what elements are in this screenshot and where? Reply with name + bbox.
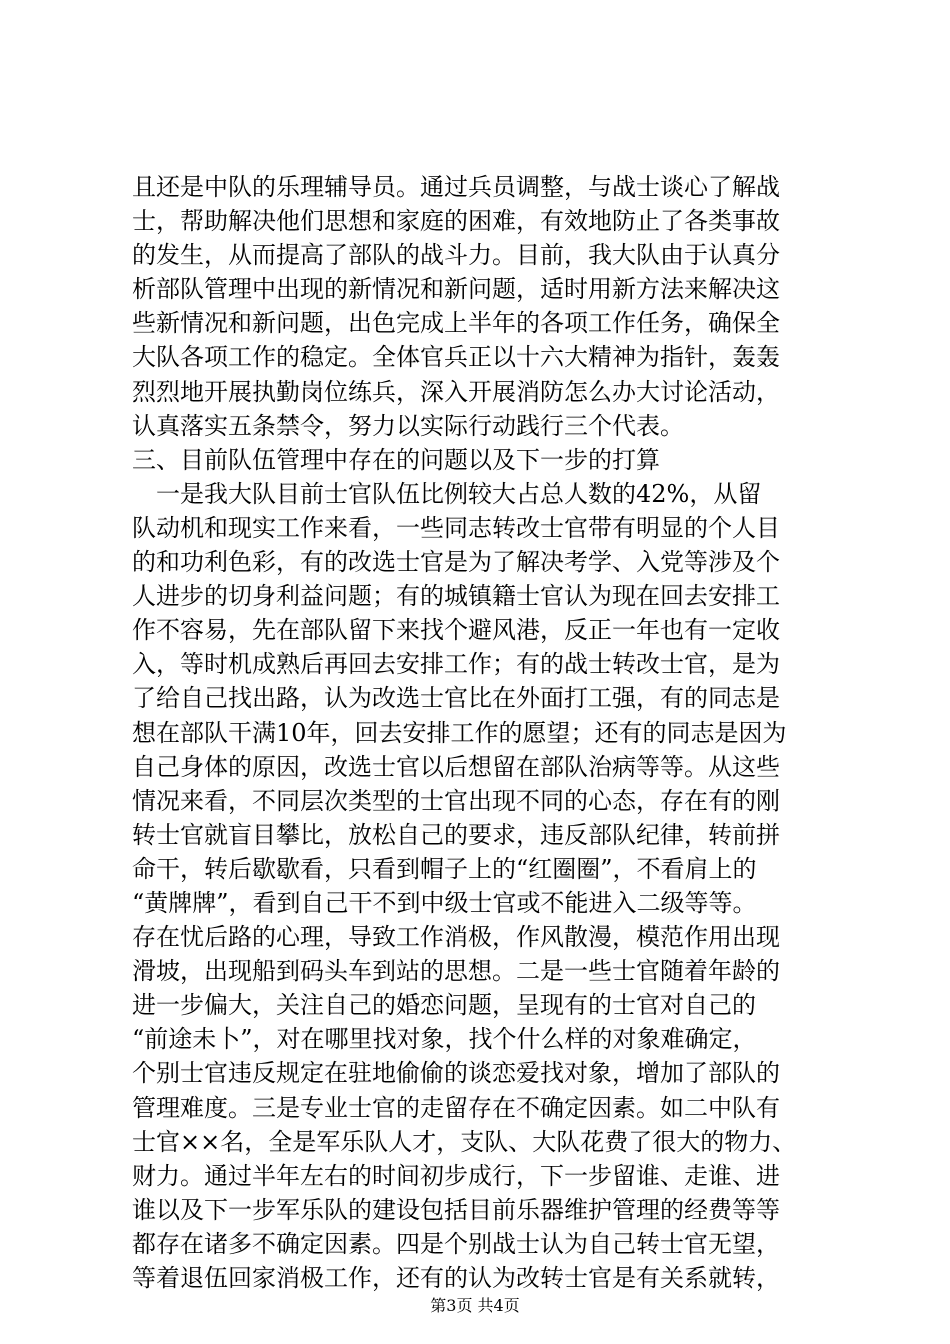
text-line: 转士官就盲目攀比，放松自己的要求，违反部队纪律，转前拼 — [132, 820, 780, 849]
text-line: 都存在诸多不确定因素。四是个别战士认为自己转士官无望， — [132, 1229, 780, 1258]
text-line: “前途未卜”，对在哪里找对象，找个什么样的对象难确定， — [132, 1025, 757, 1054]
text-line: “黄牌牌”，看到自己干不到中级士官或不能进入二级等等。 — [132, 888, 757, 917]
text-line: 些新情况和新问题，出色完成上半年的各项工作任务，确保全 — [132, 309, 780, 338]
text-line: 命干，转后歇歇看，只看到帽子上的“红圈圈”，不看肩上的 — [132, 854, 757, 883]
document-body — [132, 170, 832, 1295]
page-number-footer: 第3页 共4页 — [430, 1296, 520, 1315]
text-line: 人进步的切身利益问题；有的城镇籍士官认为现在回去安排工 — [132, 582, 780, 611]
text-line: 谁以及下一步军乐队的建设包括目前乐器维护管理的经费等等 — [132, 1195, 780, 1224]
text-line: 且还是中队的乐理辅导员。通过兵员调整，与战士谈心了解战 — [132, 173, 780, 201]
text-line: 士官××名，全是军乐队人才，支队、大队花费了很大的物力、 — [132, 1127, 797, 1156]
text-line: 队动机和现实工作来看，一些同志转改士官带有明显的个人目 — [132, 513, 780, 542]
text-line: 了给自己找出路，认为改选士官比在外面打工强，有的同志是 — [132, 684, 780, 713]
text-line: 等着退伍回家消极工作，还有的认为改转士官是有关系就转， — [132, 1264, 780, 1292]
text-line: 士，帮助解决他们思想和家庭的困难，有效地防止了各类事故 — [132, 207, 780, 236]
text-line: 烈烈地开展执勤岗位练兵，深入开展消防怎么办大讨论活动， — [132, 377, 780, 406]
paragraph-2 — [132, 477, 832, 1295]
text-line: 存在忧后路的心理，导致工作消极，作风散漫，模范作用出现 — [132, 923, 780, 952]
text-line: 入，等时机成熟后再回去安排工作；有的战士转改士官，是为 — [132, 650, 780, 679]
text-line: 大队各项工作的稳定。全体官兵正以十六大精神为指针，轰轰 — [132, 343, 780, 372]
text-line: 的发生，从而提高了部队的战斗力。目前，我大队由于认真分 — [132, 241, 780, 270]
text-line: 管理难度。三是专业士官的走留存在不确定因素。如二中队有 — [132, 1093, 780, 1122]
section-heading: 三、目前队伍管理中存在的问题以及下一步的打算 — [132, 445, 660, 474]
text-line: 财力。通过半年左右的时间初步成行，下一步留谁、走谁、进 — [132, 1161, 780, 1190]
text-line: 滑坡，出现船到码头车到站的思想。二是一些士官随着年龄的 — [132, 957, 780, 986]
text-line: 作不容易，先在部队留下来找个避风港，反正一年也有一定收 — [132, 616, 780, 645]
text-line: 的和功利色彩，有的改选士官是为了解决考学、入党等涉及个 — [132, 548, 780, 577]
text-line: 析部队管理中出现的新情况和新问题，适时用新方法来解决这 — [132, 275, 780, 304]
text-line: 自己身体的原因，改选士官以后想留在部队治病等等。从这些 — [132, 752, 780, 781]
text-line: 进一步偏大，关注自己的婚恋问题，呈现有的士官对自己的 — [132, 991, 756, 1020]
text-line: 想在部队干满10年，回去安排工作的愿望；还有的同志是因为 — [132, 718, 787, 747]
text-line: 一是我大队目前士官队伍比例较大占总人数的42%，从留 — [132, 479, 762, 508]
text-line: 认真落实五条禁令，努力以实际行动践行三个代表。 — [132, 411, 684, 440]
text-line: 情况来看，不同层次类型的士官出现不同的心态，存在有的刚 — [132, 786, 780, 815]
paragraph-1 — [132, 170, 832, 443]
text-line: 个别士官违反规定在驻地偷偷的谈恋爱找对象，增加了部队的 — [132, 1059, 780, 1088]
